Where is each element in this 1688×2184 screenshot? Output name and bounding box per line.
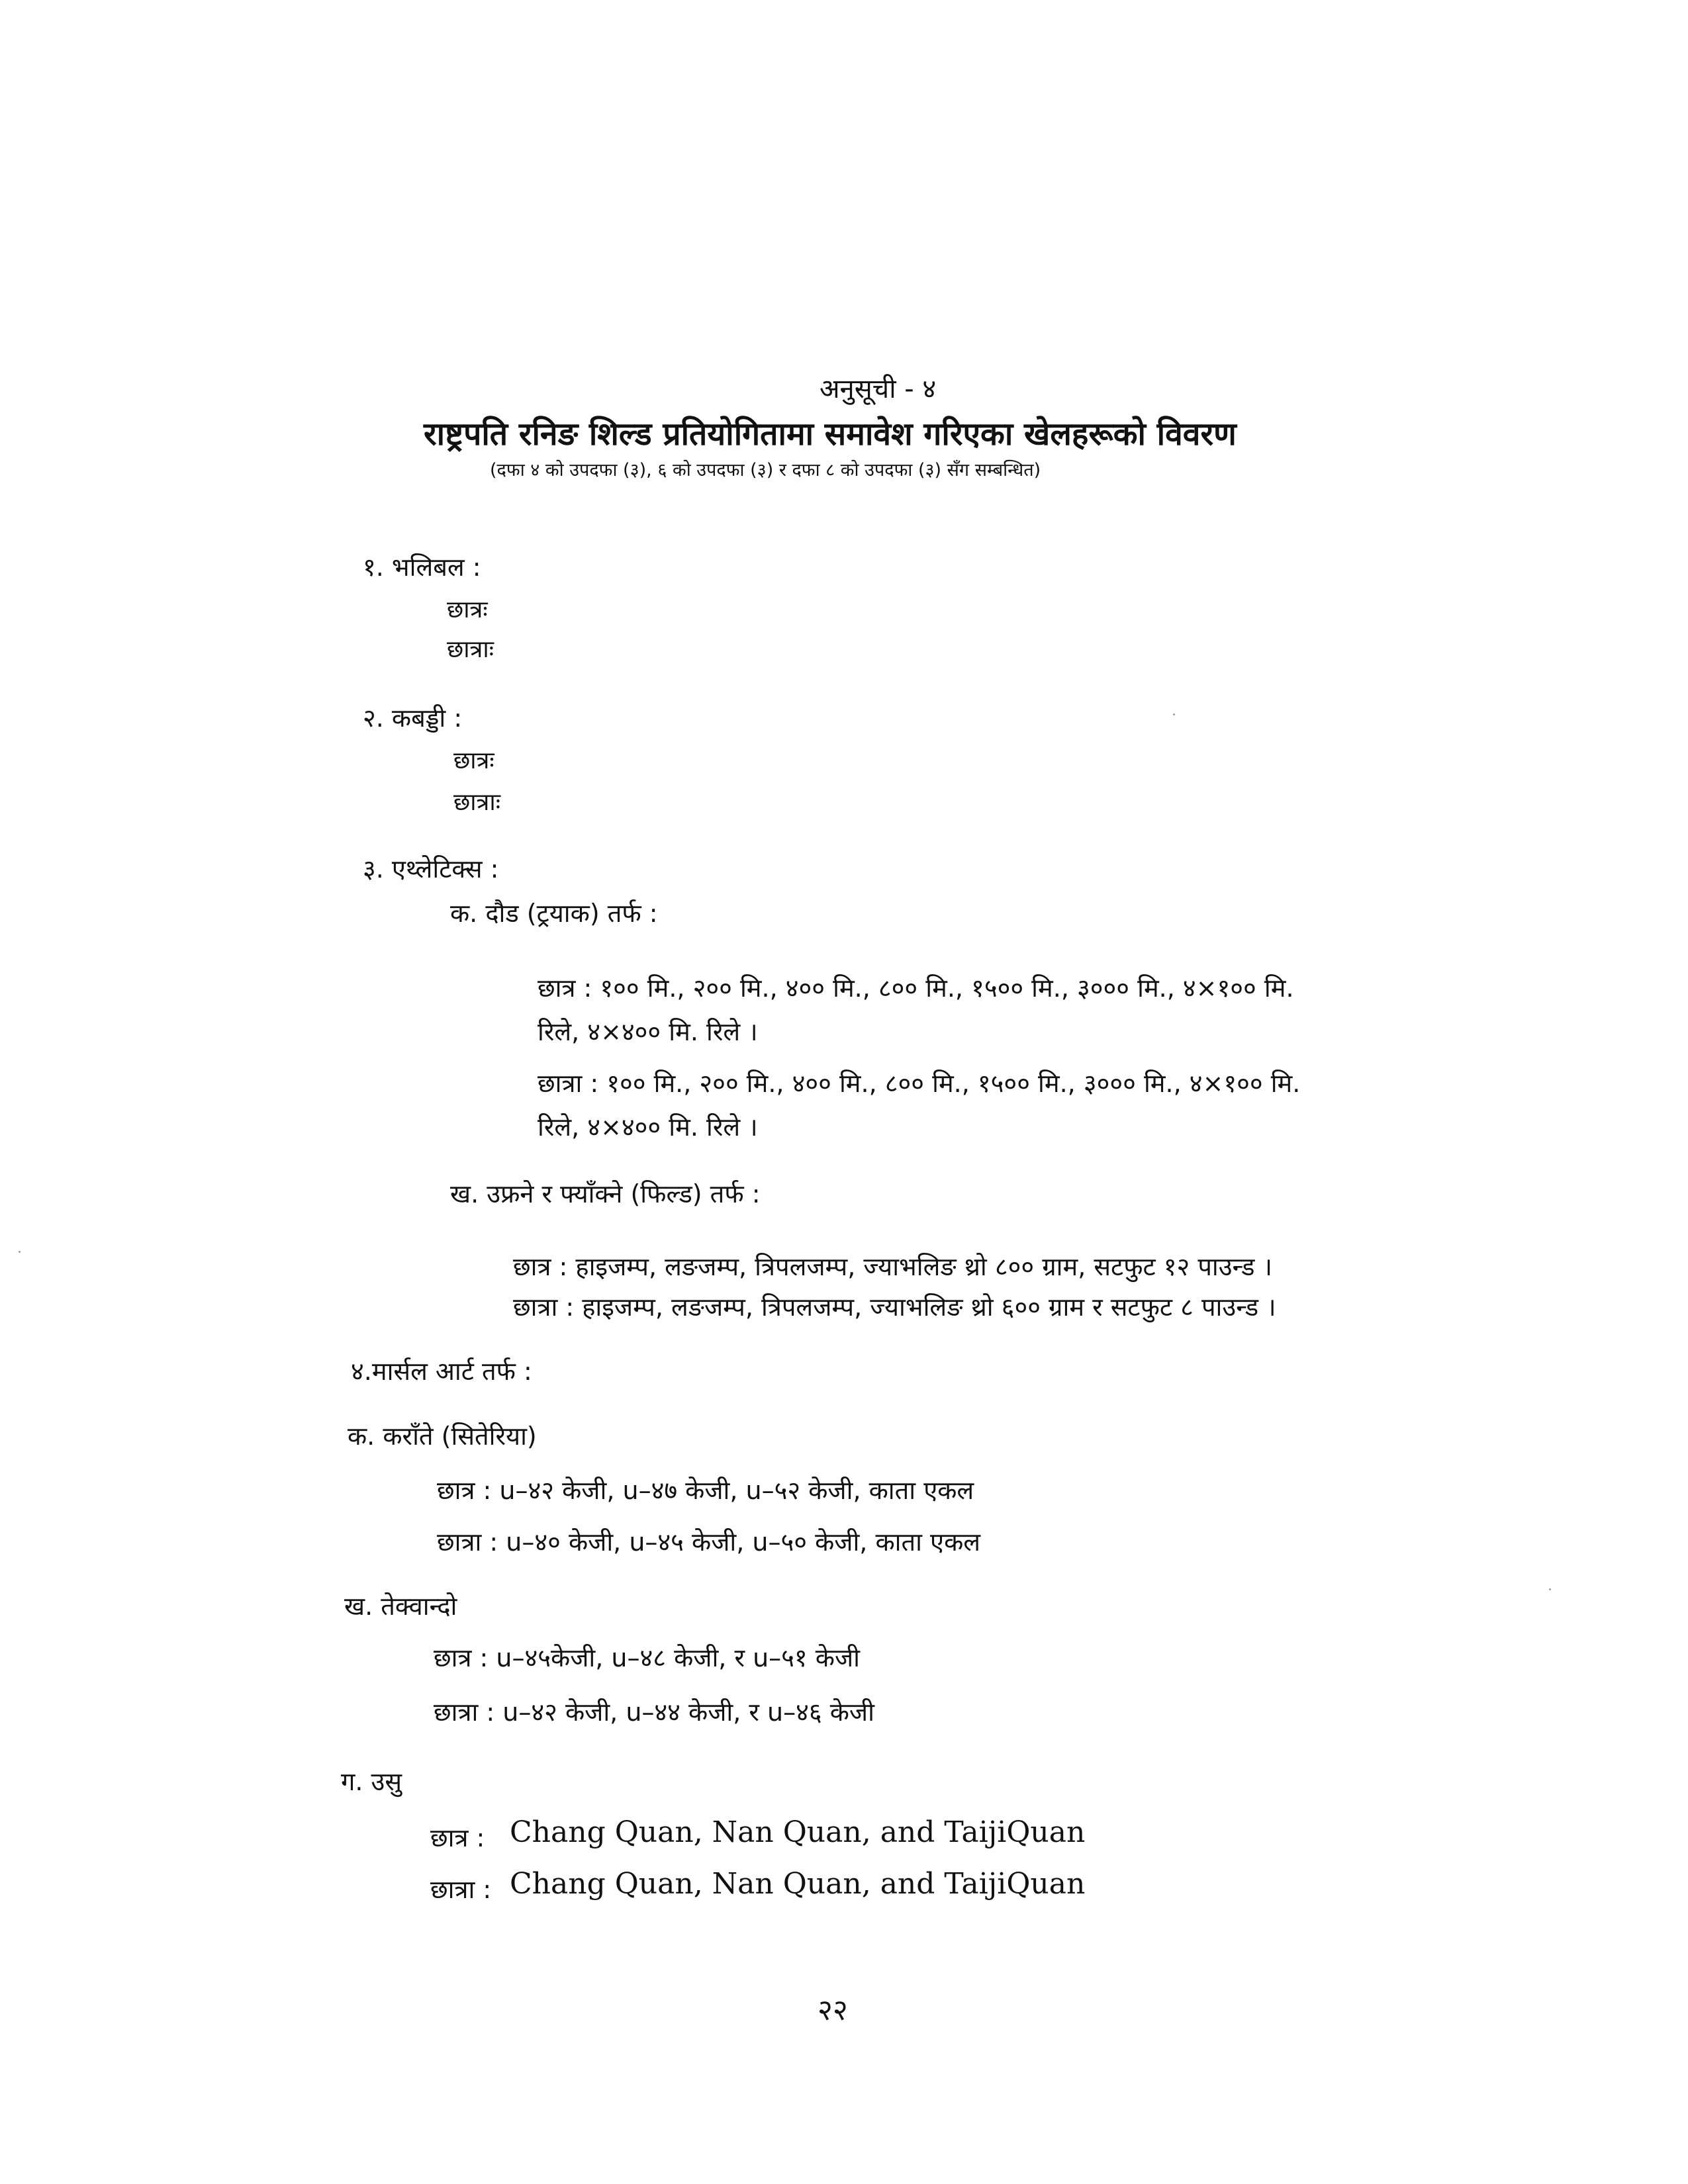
page-number: २२ <box>818 1993 848 2027</box>
wushu-boys-label: छात्र : <box>430 1823 485 1852</box>
track-boys-line-1: छात्र : १०० मि., २०० मि., ४०० मि., ८०० मि., १५०० मि., ३००० मि., ४×१०० मि. <box>538 974 1294 1003</box>
kabaddi-girls: छात्राः <box>453 789 501 816</box>
schedule-label: अनुसूची - ४ <box>820 374 937 404</box>
track-girls-line-1: छात्रा : १०० मि., २०० मि., ४०० मि., ८०० मि., १५०० मि., ३००० मि., ४×१०० मि. <box>538 1069 1301 1098</box>
karate-heading: क. कराँते (सितेरिया) <box>348 1422 537 1451</box>
field-girls: छात्रा : हाइजम्प, लङजम्प, त्रिपलजम्प, ज्याभलिङ थ्रो ६०० ग्राम र सटफुट ८ पाउन्ड । <box>513 1293 1276 1322</box>
volleyball-girls: छात्राः <box>447 636 494 663</box>
section-volleyball-heading: १. भलिबल : <box>363 553 481 582</box>
section-martial-arts-heading: ४.मार्सल आर्ट तर्फ : <box>351 1357 532 1386</box>
karate-boys: छात्र : u–४२ केजी, u–४७ केजी, u–५२ केजी, काता एकल <box>437 1476 974 1505</box>
athletics-field-heading: ख. उफ्रने र फ्याँक्ने (फिल्ड) तर्फ : <box>450 1179 761 1208</box>
section-kabaddi-heading: २. कबड्डी : <box>363 704 463 733</box>
karate-girls: छात्रा : u–४० केजी, u–४५ केजी, u–५० केजी, काता एकल <box>437 1527 981 1557</box>
section-athletics-heading: ३. एथ्लेटिक्स : <box>363 854 499 884</box>
volleyball-boys: छात्रः <box>447 596 488 623</box>
taekwondo-boys: छात्र : u–४५केजी, u–४८ केजी, र u–५१ केजी <box>434 1643 860 1672</box>
track-boys-line-2: रिले, ४×४०० मि. रिले । <box>538 1017 758 1046</box>
scan-speck <box>1549 1588 1551 1590</box>
wushu-heading: ग. उसु <box>341 1767 402 1796</box>
field-boys: छात्र : हाइजम्प, लङजम्प, त्रिपलजम्प, ज्याभलिङ थ्रो ८०० ग्राम, सटफुट १२ पाउन्ड । <box>513 1252 1272 1281</box>
wushu-girls-events: Chang Quan, Nan Quan, and TaijiQuan <box>510 1867 1086 1901</box>
title-reference: (दफा ४ को उपदफा (३), ६ को उपदफा (३) र दफा ८ को उपदफा (३) सँग सम्बन्धित) <box>490 460 1041 480</box>
athletics-track-heading: क. दौड (ट्रयाक) तर्फ : <box>450 899 658 928</box>
scan-speck <box>19 1251 21 1253</box>
taekwondo-heading: ख. तेक्वान्दो <box>344 1592 457 1621</box>
wushu-boys-events: Chang Quan, Nan Quan, and TaijiQuan <box>510 1815 1086 1849</box>
track-girls-line-2: रिले, ४×४०० मि. रिले । <box>538 1113 758 1142</box>
wushu-girls-label: छात्रा : <box>430 1875 492 1904</box>
taekwondo-girls: छात्रा : u–४२ केजी, u–४४ केजी, र u–४६ केजी <box>434 1698 874 1727</box>
kabaddi-boys: छात्रः <box>453 747 494 774</box>
scan-speck <box>1173 713 1175 715</box>
page-title: राष्ट्रपति रनिङ शिल्ड प्रतियोगितामा समावेश गरिएका खेलहरूको विवरण <box>424 416 1237 453</box>
